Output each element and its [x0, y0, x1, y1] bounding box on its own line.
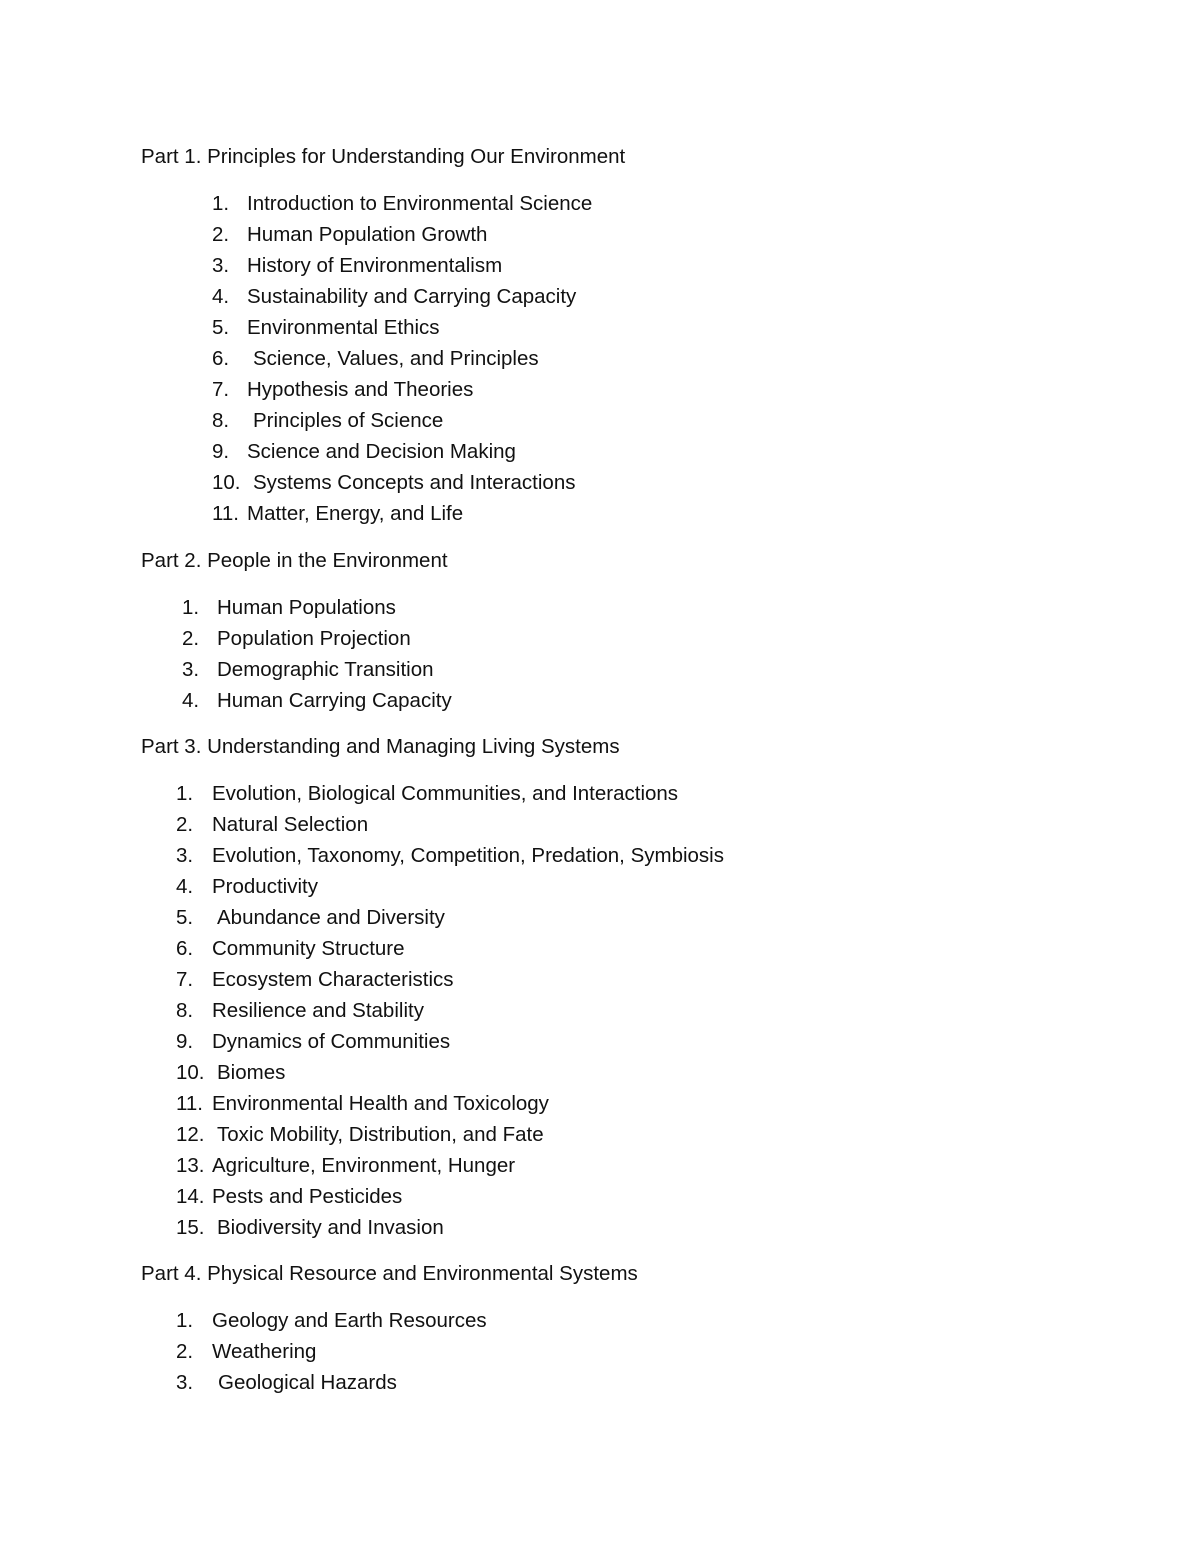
item-text: Resilience and Stability [212, 999, 424, 1022]
item-text: Biodiversity and Invasion [217, 1216, 444, 1239]
item-number: 4. [212, 285, 230, 308]
item-number: 8. [212, 409, 230, 432]
item-text: Agriculture, Environment, Hunger [212, 1154, 516, 1177]
item-number: 15. [176, 1216, 205, 1239]
item-text: Evolution, Taxonomy, Competition, Predation, Symbiosis [212, 844, 724, 867]
item-text: Matter, Energy, and Life [247, 502, 464, 525]
item-text: Science, Values, and Principles [253, 347, 539, 370]
item-text: Systems Concepts and Interactions [253, 471, 576, 494]
item-text: Science and Decision Making [247, 440, 516, 463]
item-number: 5. [212, 316, 230, 339]
item-number: 3. [176, 844, 194, 867]
item-number: 6. [176, 937, 194, 960]
item-number: 7. [212, 378, 230, 401]
item-number: 6. [212, 347, 230, 370]
item-text: Pests and Pesticides [212, 1185, 403, 1208]
item-number: 3. [212, 254, 230, 277]
item-text: Demographic Transition [217, 658, 434, 681]
item-text: Environmental Ethics [247, 316, 440, 339]
item-text: Productivity [212, 875, 318, 898]
item-text: Introduction to Environmental Science [247, 192, 593, 215]
item-text: Human Population Growth [247, 223, 488, 246]
item-number: 2. [182, 627, 200, 650]
item-text: Ecosystem Characteristics [212, 968, 454, 991]
part-4-heading: Part 4. Physical Resource and Environmental Systems [141, 1262, 638, 1285]
part-3-heading: Part 3. Understanding and Managing Living Systems [141, 735, 620, 758]
item-text: Human Carrying Capacity [217, 689, 452, 712]
item-text: Weathering [212, 1340, 317, 1363]
item-number: 13. [176, 1154, 205, 1177]
item-text: Biomes [217, 1061, 286, 1084]
item-number: 10. [176, 1061, 205, 1084]
part-1-heading: Part 1. Principles for Understanding Our Environment [141, 145, 626, 168]
item-number: 14. [176, 1185, 205, 1208]
item-number: 7. [176, 968, 194, 991]
item-text: Abundance and Diversity [217, 906, 445, 929]
part-2-heading: Part 2. People in the Environment [141, 549, 448, 572]
item-text: Geology and Earth Resources [212, 1309, 487, 1332]
item-text: Environmental Health and Toxicology [212, 1092, 549, 1115]
item-number: 1. [176, 1309, 194, 1332]
item-number: 8. [176, 999, 194, 1022]
item-text: Community Structure [212, 937, 405, 960]
item-number: 9. [212, 440, 230, 463]
item-number: 2. [176, 813, 194, 836]
item-number: 3. [182, 658, 200, 681]
item-number: 11. [212, 502, 239, 525]
item-text: Natural Selection [212, 813, 369, 836]
item-number: 2. [176, 1340, 194, 1363]
item-number: 2. [212, 223, 230, 246]
item-text: Sustainability and Carrying Capacity [247, 285, 577, 308]
item-number: 12. [176, 1123, 205, 1146]
item-number: 4. [176, 875, 194, 898]
item-number: 1. [182, 596, 200, 619]
item-text: Toxic Mobility, Distribution, and Fate [217, 1123, 544, 1146]
item-number: 1. [212, 192, 230, 215]
item-text: Hypothesis and Theories [247, 378, 474, 401]
item-number: 9. [176, 1030, 194, 1053]
item-number: 5. [176, 906, 194, 929]
item-text: History of Environmentalism [247, 254, 503, 277]
item-number: 4. [182, 689, 200, 712]
item-text: Human Populations [217, 596, 396, 619]
item-text: Dynamics of Communities [212, 1030, 451, 1053]
item-number: 1. [176, 782, 194, 805]
item-text: Evolution, Biological Communities, and Interactions [212, 782, 679, 805]
item-text: Geological Hazards [218, 1371, 397, 1394]
item-number: 11. [176, 1092, 203, 1115]
item-number: 10. [212, 471, 241, 494]
item-number: 3. [176, 1371, 194, 1394]
item-text: Principles of Science [253, 409, 444, 432]
item-text: Population Projection [217, 627, 411, 650]
